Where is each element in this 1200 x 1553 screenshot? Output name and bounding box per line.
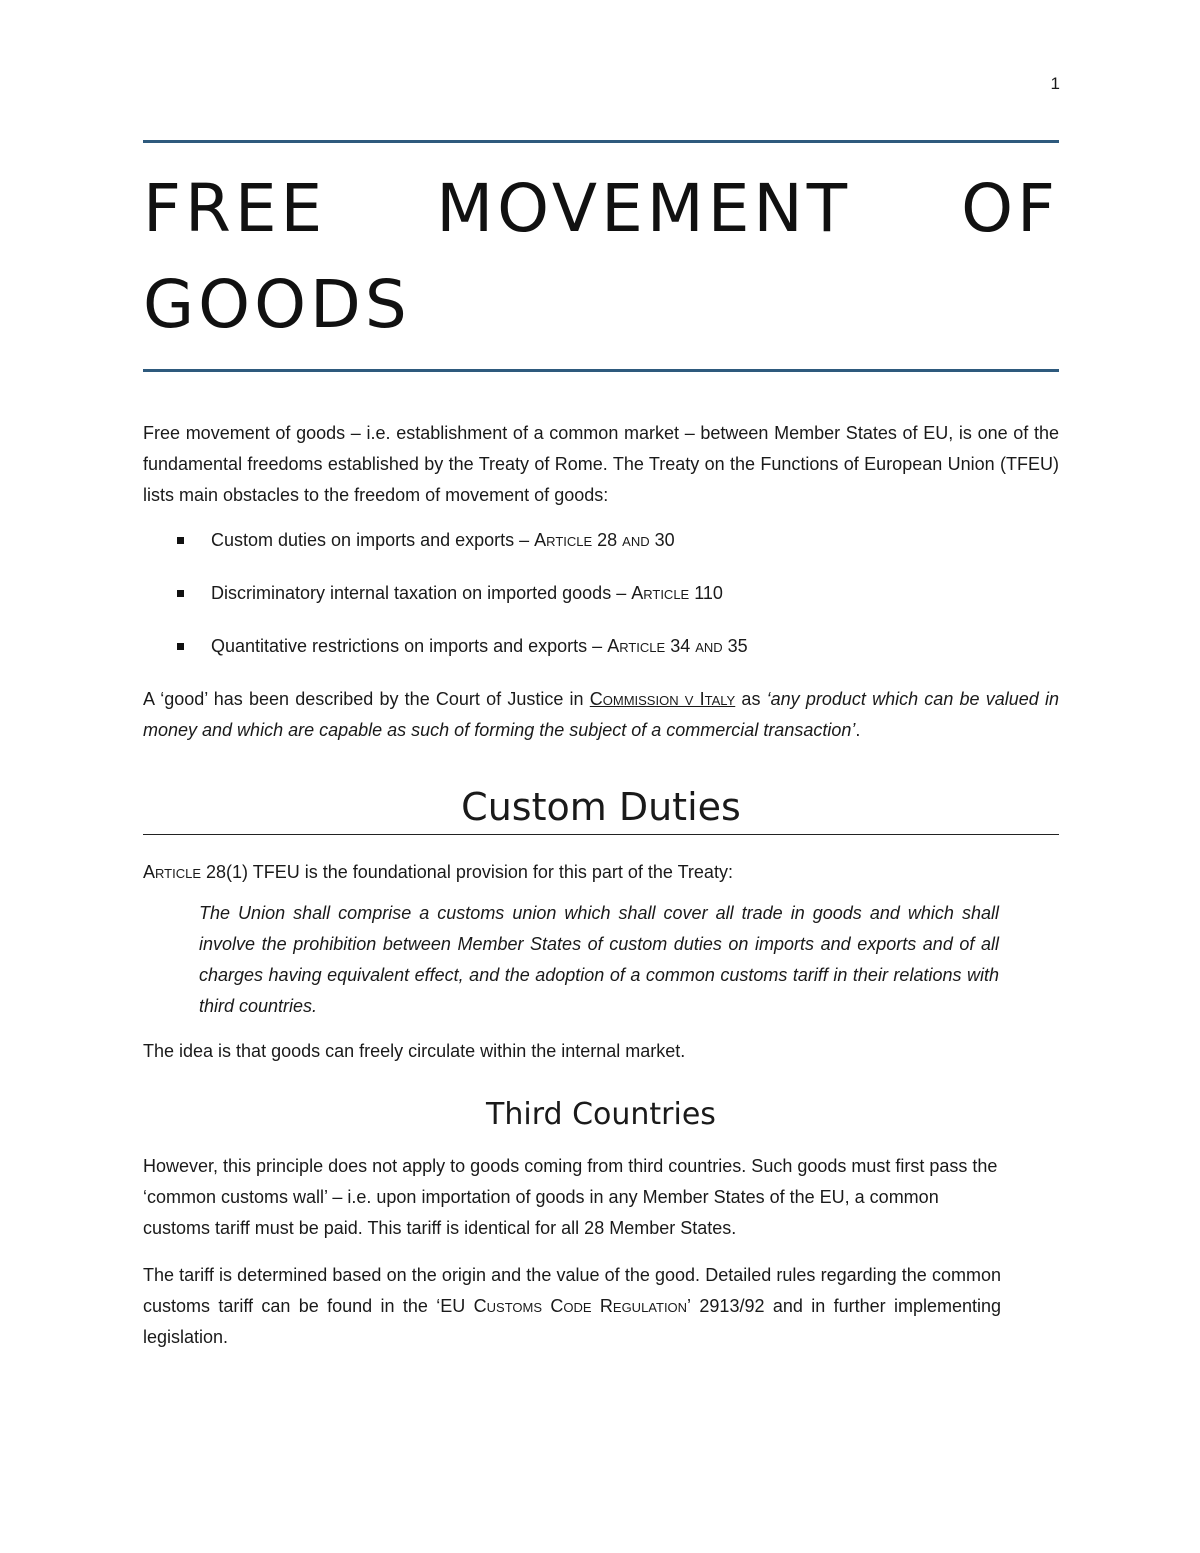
- good-definition-paragraph: [143, 684, 1059, 746]
- obstacle-text: Discriminatory internal taxation on imported goods –: [211, 583, 632, 603]
- article-intro-paragraph: [143, 857, 1059, 888]
- case-commission-v-italy-link[interactable]: Commission v Italy: [589, 689, 736, 709]
- idea-paragraph: The idea is that goods can freely circulate within the internal market.: [143, 1041, 686, 1061]
- square-bullet-icon: [177, 643, 184, 650]
- title-top-rule: [143, 140, 1059, 143]
- article-reference: Article 28(1): [143, 862, 249, 882]
- good-definition-as: as: [735, 689, 767, 709]
- section-heading-third-countries: Third Countries: [486, 1097, 716, 1132]
- square-bullet-icon: [177, 537, 184, 544]
- tariff-paragraph-lead: The tariff is determined based on the origin and the value of the good. Detailed rules regarding the common customs tariff can be found in the: [143, 1265, 1001, 1316]
- obstacle-text: Quantitative restrictions on imports and exports –: [211, 636, 608, 656]
- good-definition-end: .: [855, 720, 861, 740]
- tariff-paragraph: [143, 1260, 1001, 1353]
- title-bottom-rule: [143, 369, 1059, 372]
- article-intro-text: TFEU is the foundational provision for this part of the Treaty:: [248, 862, 733, 882]
- article-reference: Article 28 and 30: [534, 530, 675, 550]
- document-body: [143, 140, 1059, 1353]
- document-title: FREE MOVEMENT OF GOODS: [143, 170, 1059, 343]
- article-reference: Article 34 and 35: [607, 636, 748, 656]
- obstacles-list: [143, 525, 1059, 662]
- square-bullet-icon: [177, 590, 184, 597]
- regulation-name: ‘EU Customs Code Regulation’: [436, 1296, 692, 1316]
- good-definition-lead: A ‘good’ has been described by the Court of Justice in: [143, 689, 590, 709]
- list-item: [143, 631, 1059, 662]
- tariff-paragraph-tail: 2913/92 and in further implementing legislation.: [143, 1296, 1002, 1347]
- good-definition-quote: ‘any product which can be valued in money and which are capable as such of forming the subject of a commercial transaction’: [143, 689, 1059, 740]
- obstacle-text: Custom duties on imports and exports –: [211, 530, 535, 550]
- article-reference: Article 110: [631, 583, 723, 603]
- third-countries-paragraph: However, this principle does not apply to goods coming from third countries. Such goods must first pass the ‘common customs wall’ – i.e. upon importation of goods in any Member States of the EU, a common customs tariff must be paid. This tariff is identical for all 28 Member States.: [143, 1156, 998, 1238]
- page-number: 1: [1050, 74, 1060, 93]
- intro-paragraph: Free movement of goods – i.e. establishment of a common market – between Member States of EU, is one of the fundamental freedoms established by the Treaty of Rome. The Treaty on the Functions of European Union (TFEU) lists main obstacles to the freedom of movement of goods:: [143, 423, 1059, 505]
- list-item: [143, 578, 1059, 609]
- section-heading-custom-duties: Custom Duties: [143, 782, 1059, 835]
- treaty-quote: The Union shall comprise a customs union which shall cover all trade in goods and which shall involve the prohibition between Member States of custom duties on imports and exports and of all charges having equivalent effect, and the adoption of a common customs tariff in their relations with third countries.: [199, 903, 999, 1016]
- list-item: [143, 525, 1059, 556]
